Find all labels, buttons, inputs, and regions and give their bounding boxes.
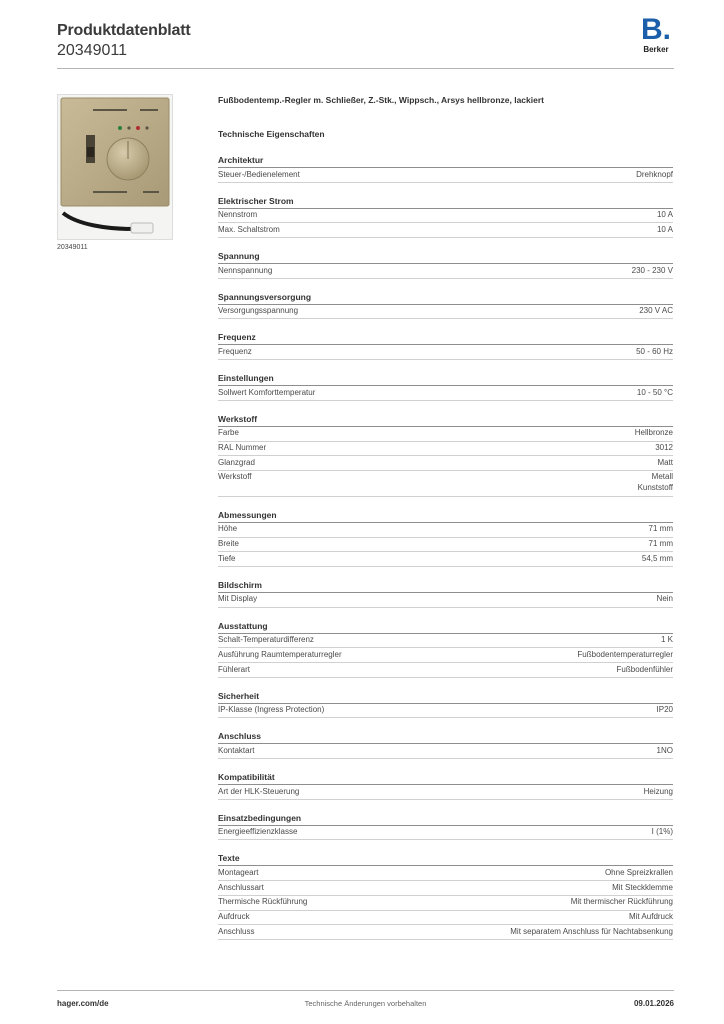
spec-value-group	[661, 635, 673, 646]
spec-content	[218, 95, 673, 940]
tech-properties-heading: Technische Eigenschaften	[218, 129, 325, 139]
spec-label: Mit Display	[218, 594, 258, 604]
spec-value-group	[652, 827, 673, 838]
section-title: Elektrischer Strom	[218, 196, 673, 209]
spec-label: Anschlussart	[218, 882, 264, 892]
spec-section	[218, 580, 673, 608]
spec-section	[218, 414, 673, 497]
spec-row	[218, 663, 673, 678]
spec-section	[218, 813, 673, 841]
section-title: Frequenz	[218, 332, 673, 345]
section-title: Sicherheit	[218, 691, 673, 704]
thermostat-illustration	[58, 95, 172, 239]
spec-row	[218, 785, 673, 800]
spec-row	[218, 223, 673, 238]
spec-value: Metall	[651, 472, 673, 482]
spec-value-group	[636, 347, 673, 358]
spec-section	[218, 196, 673, 238]
spec-value: Fußbodenfühler	[616, 664, 673, 674]
section-title: Abmessungen	[218, 510, 673, 523]
section-title: Spannungsversorgung	[218, 292, 673, 305]
spec-label: Steuer-/Bedienelement	[218, 169, 300, 179]
spec-label: RAL Nummer	[218, 443, 267, 452]
section-title: Einstellungen	[218, 373, 673, 386]
spec-value: 50 - 60 Hz	[636, 346, 673, 356]
spec-value-group	[657, 458, 673, 469]
spec-section	[218, 510, 673, 567]
section-title: Anschluss	[218, 731, 673, 744]
spec-row	[218, 538, 673, 553]
spec-section	[218, 155, 673, 183]
spec-label: Art der HLK-Steuerung	[218, 786, 300, 796]
spec-value-group	[510, 927, 673, 938]
footer-disclaimer: Technische Änderungen vorbehalten	[304, 999, 427, 1008]
spec-row	[218, 593, 673, 608]
spec-value: 3012	[655, 443, 673, 452]
section-title: Spannung	[218, 251, 673, 264]
spec-row	[218, 264, 673, 279]
footer-date: 09.01.2026	[633, 999, 674, 1008]
spec-section	[218, 332, 673, 360]
spec-row	[218, 386, 673, 401]
spec-row	[218, 345, 673, 360]
spec-row	[218, 881, 673, 896]
spec-row	[218, 168, 673, 183]
logo-mark: B.	[641, 13, 671, 46]
spec-value-secondary: Kunststoff	[637, 482, 673, 492]
spec-label: Ausführung Raumtemperaturregler	[218, 649, 342, 659]
spec-value: Hellbronze	[634, 428, 673, 438]
spec-label: Fühlerart	[218, 664, 251, 674]
spec-value: 1NO	[656, 745, 673, 755]
spec-label: Breite	[218, 539, 239, 549]
spec-value: IP20	[656, 705, 673, 715]
header	[57, 13, 674, 60]
section-title: Ausstattung	[218, 621, 673, 634]
spec-section	[218, 853, 673, 939]
spec-value: 10 A	[656, 210, 673, 220]
section-title: Architektur	[218, 155, 673, 168]
spec-value-group	[657, 210, 673, 221]
section-title: Bildschirm	[218, 580, 673, 593]
spec-value-group	[638, 472, 673, 493]
spec-value-group	[642, 554, 673, 565]
spec-value-group	[629, 912, 673, 923]
spec-value: 10 - 50 °C	[636, 387, 673, 397]
spec-value: Heizung	[643, 786, 673, 796]
spec-value-group	[571, 897, 673, 908]
spec-section	[218, 621, 673, 678]
spec-label: Schalt-Temperaturdifferenz	[218, 635, 314, 645]
logo-text: Berker	[643, 45, 669, 54]
footer-website: hager.com/de	[57, 999, 109, 1008]
spec-label: Glanzgrad	[218, 457, 255, 467]
spec-row	[218, 427, 673, 442]
spec-value: Matt	[657, 457, 673, 467]
spec-label: Versorgungsspannung	[218, 306, 299, 316]
spec-value: 54,5 mm	[641, 553, 673, 563]
header-divider	[57, 68, 674, 69]
spec-value: I (1%)	[651, 827, 673, 837]
spec-value-group	[637, 388, 673, 399]
spec-row	[218, 911, 673, 926]
document-number: 20349011	[57, 42, 127, 59]
berker-logo	[638, 13, 674, 54]
spec-value-group	[657, 594, 673, 605]
spec-value-group	[639, 306, 673, 317]
spec-section	[218, 772, 673, 800]
spec-value: 1 K	[660, 635, 673, 645]
spec-value-group	[657, 225, 673, 236]
section-title: Texte	[218, 853, 673, 866]
spec-value-group	[577, 650, 673, 661]
spec-value-group	[632, 266, 673, 277]
spec-row	[218, 866, 673, 881]
spec-value: Nein	[656, 594, 673, 604]
spec-row	[218, 826, 673, 841]
spec-label: Tiefe	[218, 553, 236, 563]
section-title: Einsatzbedingungen	[218, 813, 673, 826]
spec-label: Sollwert Komforttemperatur	[218, 387, 316, 397]
spec-row	[218, 648, 673, 663]
spec-row	[218, 305, 673, 320]
product-image	[57, 94, 173, 240]
spec-label: Farbe	[218, 428, 239, 438]
spec-value-group	[644, 787, 673, 798]
spec-label: Nennspannung	[218, 265, 273, 275]
spec-value-group	[649, 524, 673, 535]
footer-divider	[57, 990, 674, 991]
spec-row	[218, 925, 673, 940]
spec-value-group	[657, 746, 673, 757]
spec-row	[218, 456, 673, 471]
spec-row	[218, 471, 673, 497]
product-description: Fußbodentemp.-Regler m. Schließer, Z.-Stk., Wippsch., Arsys hellbronze, lackiert	[218, 95, 544, 105]
document-title: Produktdatenblatt	[57, 22, 191, 39]
spec-value: Fußbodentemperaturregler	[577, 649, 673, 659]
spec-row	[218, 209, 673, 224]
spec-label: Werkstoff	[218, 472, 252, 482]
spec-label: Höhe	[218, 524, 238, 534]
image-caption: 20349011	[57, 244, 88, 251]
spec-value: 10 A	[656, 224, 673, 234]
spec-row	[218, 552, 673, 567]
spec-value: 71 mm	[648, 524, 673, 534]
section-title: Kompatibilität	[218, 772, 673, 785]
spec-value: Mit separatem Anschluss für Nachtabsenkung	[510, 926, 673, 936]
spec-value: Drehknopf	[636, 169, 673, 179]
spec-label: Max. Schaltstrom	[218, 224, 280, 234]
spec-value: Ohne Spreizkrallen	[604, 867, 673, 877]
spec-value: 230 V AC	[639, 306, 673, 316]
spec-section	[218, 731, 673, 759]
spec-value-group	[605, 868, 673, 879]
spec-row	[218, 634, 673, 649]
spec-value: Mit Aufdruck	[628, 912, 673, 921]
spec-value: Mit Steckklemme	[612, 882, 673, 892]
spec-value-group	[636, 170, 673, 181]
spec-row	[218, 523, 673, 538]
spec-section	[218, 251, 673, 279]
spec-row	[218, 442, 673, 457]
spec-value-group	[657, 705, 673, 716]
spec-value-group	[635, 428, 673, 439]
spec-value-group	[617, 665, 673, 676]
spec-value: Mit thermischer Rückführung	[570, 897, 673, 907]
spec-section	[218, 373, 673, 401]
spec-value: 230 - 230 V	[631, 265, 673, 275]
spec-value-group	[612, 883, 673, 894]
spec-value-group	[655, 443, 673, 454]
spec-section	[218, 292, 673, 320]
spec-label: Nennstrom	[218, 210, 258, 220]
spec-value-group	[649, 539, 673, 550]
spec-value: 71 mm	[648, 539, 673, 549]
spec-label: IP-Klasse (Ingress Protection)	[218, 705, 325, 715]
section-title: Werkstoff	[218, 414, 673, 427]
spec-label: Aufdruck	[218, 912, 250, 921]
spec-label: Kontaktart	[218, 745, 255, 755]
spec-label: Montageart	[218, 867, 259, 877]
spec-label: Frequenz	[218, 346, 252, 356]
spec-sections	[218, 155, 673, 940]
spec-row	[218, 704, 673, 719]
spec-label: Energieeffizienzklasse	[218, 827, 298, 837]
spec-row	[218, 744, 673, 759]
spec-label: Thermische Rückführung	[218, 897, 308, 907]
spec-row	[218, 896, 673, 911]
spec-label: Anschluss	[218, 926, 255, 936]
spec-section	[218, 691, 673, 719]
